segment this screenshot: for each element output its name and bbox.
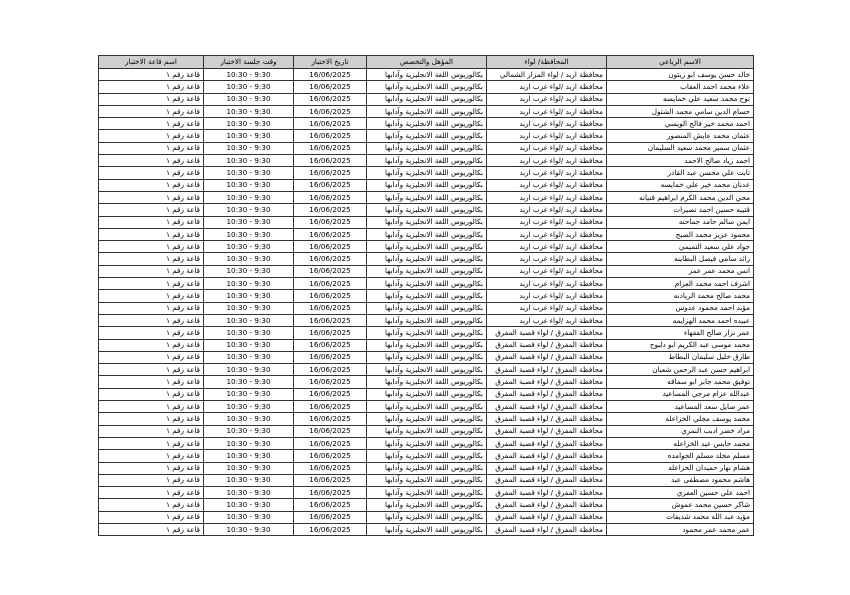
cell-qualification: بكالوريوس اللغة الانجليزية وآدابها <box>367 327 487 339</box>
cell-governorate: محافظة اربد /لواء غرب اربد <box>487 290 607 302</box>
cell-exam-date: 16/06/2025 <box>294 228 367 240</box>
cell-qualification: بكالوريوس اللغة الانجليزية وآدابها <box>367 401 487 413</box>
cell-full-name: مؤيد احمد محمود عدوس <box>607 302 754 314</box>
cell-qualification: بكالوريوس اللغة الانجليزية وآدابها <box>367 499 487 511</box>
table-row <box>99 253 754 265</box>
table-row <box>99 241 754 253</box>
cell-session-time: 9:30 - 10:30 <box>204 376 294 388</box>
cell-session-time: 9:30 - 10:30 <box>204 179 294 191</box>
cell-qualification: بكالوريوس اللغة الانجليزية وآدابها <box>367 191 487 203</box>
cell-session-time: 9:30 - 10:30 <box>204 241 294 253</box>
cell-governorate: محافظة المفرق / لواء قصبة المفرق <box>487 462 607 474</box>
table-row <box>99 327 754 339</box>
cell-full-name: محمد صالح محمد الزيادنه <box>607 290 754 302</box>
cell-session-time: 9:30 - 10:30 <box>204 253 294 265</box>
cell-qualification: بكالوريوس اللغة الانجليزية وآدابها <box>367 179 487 191</box>
cell-governorate: محافظة المفرق / لواء قصبة المفرق <box>487 425 607 437</box>
cell-exam-date: 16/06/2025 <box>294 155 367 167</box>
cell-full-name: مسلم مخلد مسلم الجوامده <box>607 450 754 462</box>
cell-qualification: بكالوريوس اللغة الانجليزية وآدابها <box>367 364 487 376</box>
cell-full-name: طارق خليل سليمان البطاط <box>607 351 754 363</box>
table-row <box>99 81 754 93</box>
header-session-time: وقت جلسة الاختبار <box>204 56 294 69</box>
cell-qualification: بكالوريوس اللغة الانجليزية وآدابها <box>367 105 487 117</box>
table-row <box>99 314 754 326</box>
cell-qualification: بكالوريوس اللغة الانجليزية وآدابها <box>367 314 487 326</box>
cell-hall-name: قاعة رقم ١ <box>99 142 204 154</box>
cell-governorate: محافظة اربد /لواء غرب اربد <box>487 314 607 326</box>
cell-exam-date: 16/06/2025 <box>294 499 367 511</box>
table-row <box>99 364 754 376</box>
cell-hall-name: قاعة رقم ١ <box>99 241 204 253</box>
cell-exam-date: 16/06/2025 <box>294 93 367 105</box>
cell-session-time: 9:30 - 10:30 <box>204 216 294 228</box>
table-row <box>99 155 754 167</box>
cell-exam-date: 16/06/2025 <box>294 376 367 388</box>
cell-hall-name: قاعة رقم ١ <box>99 327 204 339</box>
cell-governorate: محافظة المفرق / لواء قصبة المفرق <box>487 388 607 400</box>
cell-hall-name: قاعة رقم ١ <box>99 339 204 351</box>
cell-session-time: 9:30 - 10:30 <box>204 290 294 302</box>
cell-governorate: محافظة اربد /لواء غرب اربد <box>487 105 607 117</box>
cell-exam-date: 16/06/2025 <box>294 339 367 351</box>
cell-full-name: انس محمد عمر عمر <box>607 265 754 277</box>
cell-governorate: محافظة اربد /لواء غرب اربد <box>487 81 607 93</box>
cell-hall-name: قاعة رقم ١ <box>99 167 204 179</box>
cell-exam-date: 16/06/2025 <box>294 179 367 191</box>
cell-governorate: محافظة المفرق / لواء قصبة المفرق <box>487 339 607 351</box>
header-qualification: المؤهل والتخصص <box>367 56 487 69</box>
cell-qualification: بكالوريوس اللغة الانجليزية وآدابها <box>367 376 487 388</box>
cell-hall-name: قاعة رقم ١ <box>99 278 204 290</box>
cell-hall-name: قاعة رقم ١ <box>99 425 204 437</box>
cell-session-time: 9:30 - 10:30 <box>204 130 294 142</box>
table-body <box>99 69 754 536</box>
cell-hall-name: قاعة رقم ١ <box>99 302 204 314</box>
cell-governorate: محافظة المفرق / لواء قصبة المفرق <box>487 487 607 499</box>
cell-hall-name: قاعة رقم ١ <box>99 130 204 142</box>
cell-exam-date: 16/06/2025 <box>294 401 367 413</box>
table-row <box>99 93 754 105</box>
cell-session-time: 9:30 - 10:30 <box>204 499 294 511</box>
exam-schedule-table <box>98 55 754 536</box>
cell-exam-date: 16/06/2025 <box>294 204 367 216</box>
cell-governorate: محافظة اربد /لواء غرب اربد <box>487 228 607 240</box>
cell-governorate: محافظة اربد /لواء غرب اربد <box>487 302 607 314</box>
table-row <box>99 278 754 290</box>
table-row <box>99 130 754 142</box>
cell-hall-name: قاعة رقم ١ <box>99 265 204 277</box>
cell-qualification: بكالوريوس اللغة الانجليزية وآدابها <box>367 474 487 486</box>
cell-exam-date: 16/06/2025 <box>294 191 367 203</box>
cell-full-name: عدنان محمد خير علي خمايسه <box>607 179 754 191</box>
cell-governorate: محافظة المفرق / لواء قصبة المفرق <box>487 437 607 449</box>
cell-hall-name: قاعة رقم ١ <box>99 191 204 203</box>
cell-full-name: محمد حابس عيد الخزاعله <box>607 437 754 449</box>
cell-hall-name: قاعة رقم ١ <box>99 118 204 130</box>
cell-qualification: بكالوريوس اللغة الانجليزية وآدابها <box>367 351 487 363</box>
table-row <box>99 179 754 191</box>
cell-hall-name: قاعة رقم ١ <box>99 93 204 105</box>
cell-full-name: ايمن سالم حامد جماحنه <box>607 216 754 228</box>
cell-hall-name: قاعة رقم ١ <box>99 401 204 413</box>
table-row <box>99 487 754 499</box>
table-row <box>99 167 754 179</box>
cell-qualification: بكالوريوس اللغة الانجليزية وآدابها <box>367 167 487 179</box>
cell-hall-name: قاعة رقم ١ <box>99 253 204 265</box>
table-row <box>99 69 754 81</box>
cell-governorate: محافظة اربد /لواء غرب اربد <box>487 204 607 216</box>
cell-exam-date: 16/06/2025 <box>294 462 367 474</box>
cell-governorate: محافظة اربد /لواء غرب اربد <box>487 93 607 105</box>
cell-governorate: محافظة المفرق / لواء قصبة المفرق <box>487 364 607 376</box>
table-row <box>99 511 754 523</box>
table-row <box>99 142 754 154</box>
table-row <box>99 425 754 437</box>
cell-exam-date: 16/06/2025 <box>294 265 367 277</box>
cell-session-time: 9:30 - 10:30 <box>204 425 294 437</box>
cell-exam-date: 16/06/2025 <box>294 167 367 179</box>
cell-exam-date: 16/06/2025 <box>294 351 367 363</box>
cell-governorate: محافظة المفرق / لواء قصبة المفرق <box>487 511 607 523</box>
cell-full-name: محمد موسى عبد الكريم ابو دلبوح <box>607 339 754 351</box>
cell-qualification: بكالوريوس اللغة الانجليزية وآدابها <box>367 487 487 499</box>
cell-full-name: عبيده احمد محمد الهزايمه <box>607 314 754 326</box>
cell-governorate: محافظة المفرق / لواء قصبة المفرق <box>487 401 607 413</box>
cell-session-time: 9:30 - 10:30 <box>204 523 294 535</box>
cell-governorate: محافظة اربد /لواء غرب اربد <box>487 216 607 228</box>
cell-hall-name: قاعة رقم ١ <box>99 105 204 117</box>
cell-session-time: 9:30 - 10:30 <box>204 339 294 351</box>
cell-full-name: احمد علي حسين العفري <box>607 487 754 499</box>
cell-qualification: بكالوريوس اللغة الانجليزية وآدابها <box>367 216 487 228</box>
cell-session-time: 9:30 - 10:30 <box>204 204 294 216</box>
cell-governorate: محافظة المفرق / لواء قصبة المفرق <box>487 523 607 535</box>
table-row <box>99 401 754 413</box>
cell-full-name: خالد حسن يوسف ابو زيتون <box>607 69 754 81</box>
cell-exam-date: 16/06/2025 <box>294 437 367 449</box>
cell-exam-date: 16/06/2025 <box>294 314 367 326</box>
cell-full-name: ثابت علي محسن عبد القادر <box>607 167 754 179</box>
cell-exam-date: 16/06/2025 <box>294 81 367 93</box>
cell-governorate: محافظة اربد /لواء غرب اربد <box>487 130 607 142</box>
cell-hall-name: قاعة رقم ١ <box>99 364 204 376</box>
cell-hall-name: قاعة رقم ١ <box>99 511 204 523</box>
cell-qualification: بكالوريوس اللغة الانجليزية وآدابها <box>367 413 487 425</box>
cell-qualification: بكالوريوس اللغة الانجليزية وآدابها <box>367 339 487 351</box>
cell-exam-date: 16/06/2025 <box>294 450 367 462</box>
cell-full-name: عمر صايل سعد المساعيد <box>607 401 754 413</box>
cell-exam-date: 16/06/2025 <box>294 253 367 265</box>
cell-governorate: محافظة اربد /لواء غرب اربد <box>487 155 607 167</box>
cell-session-time: 9:30 - 10:30 <box>204 487 294 499</box>
cell-governorate: محافظة المفرق / لواء قصبة المفرق <box>487 376 607 388</box>
cell-qualification: بكالوريوس اللغة الانجليزية وآدابها <box>367 155 487 167</box>
cell-hall-name: قاعة رقم ١ <box>99 204 204 216</box>
cell-qualification: بكالوريوس اللغة الانجليزية وآدابها <box>367 511 487 523</box>
cell-session-time: 9:30 - 10:30 <box>204 142 294 154</box>
cell-exam-date: 16/06/2025 <box>294 487 367 499</box>
cell-qualification: بكالوريوس اللغة الانجليزية وآدابها <box>367 118 487 130</box>
cell-full-name: قتيبه حسين احمد نصيرات <box>607 204 754 216</box>
cell-session-time: 9:30 - 10:30 <box>204 167 294 179</box>
cell-session-time: 9:30 - 10:30 <box>204 462 294 474</box>
cell-exam-date: 16/06/2025 <box>294 130 367 142</box>
cell-full-name: زائد سامي فيصل البطاينه <box>607 253 754 265</box>
cell-session-time: 9:30 - 10:30 <box>204 364 294 376</box>
cell-governorate: محافظة المفرق / لواء قصبة المفرق <box>487 413 607 425</box>
cell-governorate: محافظة اربد /لواء غرب اربد <box>487 179 607 191</box>
header-hall-name: اسم قاعة الاختبار <box>99 56 204 69</box>
cell-qualification: بكالوريوس اللغة الانجليزية وآدابها <box>367 253 487 265</box>
cell-hall-name: قاعة رقم ١ <box>99 314 204 326</box>
cell-exam-date: 16/06/2025 <box>294 425 367 437</box>
cell-governorate: محافظة المفرق / لواء قصبة المفرق <box>487 499 607 511</box>
cell-exam-date: 16/06/2025 <box>294 302 367 314</box>
cell-qualification: بكالوريوس اللغة الانجليزية وآدابها <box>367 142 487 154</box>
cell-qualification: بكالوريوس اللغة الانجليزية وآدابها <box>367 265 487 277</box>
cell-full-name: هاشم محمود مصطفى عبد <box>607 474 754 486</box>
cell-full-name: احمد محمد خير فالح الويسي <box>607 118 754 130</box>
table-row <box>99 191 754 203</box>
table-row <box>99 413 754 425</box>
table-row <box>99 523 754 535</box>
cell-session-time: 9:30 - 10:30 <box>204 474 294 486</box>
cell-exam-date: 16/06/2025 <box>294 241 367 253</box>
cell-session-time: 9:30 - 10:30 <box>204 511 294 523</box>
cell-exam-date: 16/06/2025 <box>294 142 367 154</box>
cell-full-name: محي الدين محمد الكرم ابراهيم قنيانه <box>607 191 754 203</box>
cell-governorate: محافظة اربد /لواء غرب اربد <box>487 253 607 265</box>
cell-hall-name: قاعة رقم ١ <box>99 351 204 363</box>
cell-qualification: بكالوريوس اللغة الانجليزية وآدابها <box>367 69 487 81</box>
cell-hall-name: قاعة رقم ١ <box>99 388 204 400</box>
cell-qualification: بكالوريوس اللغة الانجليزية وآدابها <box>367 241 487 253</box>
table-row <box>99 228 754 240</box>
table-row <box>99 376 754 388</box>
cell-hall-name: قاعة رقم ١ <box>99 413 204 425</box>
cell-qualification: بكالوريوس اللغة الانجليزية وآدابها <box>367 302 487 314</box>
table-row <box>99 290 754 302</box>
table-row <box>99 437 754 449</box>
cell-governorate: محافظة المفرق / لواء قصبة المفرق <box>487 450 607 462</box>
cell-session-time: 9:30 - 10:30 <box>204 327 294 339</box>
cell-governorate: محافظة المفرق / لواء قصبة المفرق <box>487 474 607 486</box>
cell-exam-date: 16/06/2025 <box>294 105 367 117</box>
cell-governorate: محافظة اربد /لواء غرب اربد <box>487 118 607 130</box>
cell-hall-name: قاعة رقم ١ <box>99 437 204 449</box>
cell-full-name: احمد زياد صالح الاحمد <box>607 155 754 167</box>
cell-qualification: بكالوريوس اللغة الانجليزية وآدابها <box>367 290 487 302</box>
table-row <box>99 339 754 351</box>
cell-full-name: محمد يوسف مجلي الخزاعله <box>607 413 754 425</box>
cell-full-name: حسام الدين سامي محمد الشتول <box>607 105 754 117</box>
cell-full-name: علاء محمد احمد العقاب <box>607 81 754 93</box>
cell-hall-name: قاعة رقم ١ <box>99 499 204 511</box>
cell-exam-date: 16/06/2025 <box>294 413 367 425</box>
cell-hall-name: قاعة رقم ١ <box>99 69 204 81</box>
cell-hall-name: قاعة رقم ١ <box>99 450 204 462</box>
table-row <box>99 474 754 486</box>
cell-full-name: مؤيد عبد الله محمد شديفات <box>607 511 754 523</box>
cell-hall-name: قاعة رقم ١ <box>99 290 204 302</box>
cell-full-name: عثمان محمد عايش المنصور <box>607 130 754 142</box>
cell-session-time: 9:30 - 10:30 <box>204 265 294 277</box>
cell-session-time: 9:30 - 10:30 <box>204 118 294 130</box>
cell-session-time: 9:30 - 10:30 <box>204 413 294 425</box>
cell-qualification: بكالوريوس اللغة الانجليزية وآدابها <box>367 228 487 240</box>
cell-full-name: عمر محمد عمر محمود <box>607 523 754 535</box>
cell-exam-date: 16/06/2025 <box>294 327 367 339</box>
cell-hall-name: قاعة رقم ١ <box>99 228 204 240</box>
header-full-name: الاسم الرباعي <box>607 56 754 69</box>
cell-qualification: بكالوريوس اللغة الانجليزية وآدابها <box>367 388 487 400</box>
cell-governorate: محافظة اربد /لواء غرب اربد <box>487 142 607 154</box>
cell-full-name: عثمان سمير محمد سعيد السليمان <box>607 142 754 154</box>
cell-session-time: 9:30 - 10:30 <box>204 105 294 117</box>
cell-full-name: ابراهيم حسن عبد الرحمن شعبان <box>607 364 754 376</box>
cell-session-time: 9:30 - 10:30 <box>204 81 294 93</box>
cell-session-time: 9:30 - 10:30 <box>204 155 294 167</box>
cell-session-time: 9:30 - 10:30 <box>204 314 294 326</box>
cell-session-time: 9:30 - 10:30 <box>204 351 294 363</box>
table-row <box>99 204 754 216</box>
cell-exam-date: 16/06/2025 <box>294 364 367 376</box>
cell-exam-date: 16/06/2025 <box>294 511 367 523</box>
cell-exam-date: 16/06/2025 <box>294 118 367 130</box>
cell-full-name: مراد خضر اديب النمري <box>607 425 754 437</box>
cell-qualification: بكالوريوس اللغة الانجليزية وآدابها <box>367 462 487 474</box>
header-governorate: المحافظة/ لواء <box>487 56 607 69</box>
cell-session-time: 9:30 - 10:30 <box>204 302 294 314</box>
cell-session-time: 9:30 - 10:30 <box>204 278 294 290</box>
cell-governorate: محافظة اربد / لواء المزار الشمالي <box>487 69 607 81</box>
table-row <box>99 462 754 474</box>
cell-qualification: بكالوريوس اللغة الانجليزية وآدابها <box>367 437 487 449</box>
table-row <box>99 118 754 130</box>
cell-full-name: اشرف احمد محمد العزام <box>607 278 754 290</box>
table-row <box>99 302 754 314</box>
cell-governorate: محافظة اربد /لواء غرب اربد <box>487 241 607 253</box>
cell-hall-name: قاعة رقم ١ <box>99 487 204 499</box>
cell-qualification: بكالوريوس اللغة الانجليزية وآدابها <box>367 523 487 535</box>
cell-governorate: محافظة اربد /لواء غرب اربد <box>487 167 607 179</box>
cell-session-time: 9:30 - 10:30 <box>204 228 294 240</box>
cell-exam-date: 16/06/2025 <box>294 523 367 535</box>
cell-hall-name: قاعة رقم ١ <box>99 523 204 535</box>
table-row <box>99 388 754 400</box>
cell-hall-name: قاعة رقم ١ <box>99 81 204 93</box>
table-row <box>99 105 754 117</box>
cell-hall-name: قاعة رقم ١ <box>99 216 204 228</box>
cell-qualification: بكالوريوس اللغة الانجليزية وآدابها <box>367 450 487 462</box>
cell-exam-date: 16/06/2025 <box>294 388 367 400</box>
cell-session-time: 9:30 - 10:30 <box>204 69 294 81</box>
table-header-row <box>99 56 754 69</box>
cell-session-time: 9:30 - 10:30 <box>204 93 294 105</box>
cell-full-name: توفيق محمد جابر ابو سماقه <box>607 376 754 388</box>
cell-full-name: شاكر حسين محمد عموش <box>607 499 754 511</box>
cell-qualification: بكالوريوس اللغة الانجليزية وآدابها <box>367 81 487 93</box>
cell-session-time: 9:30 - 10:30 <box>204 437 294 449</box>
cell-exam-date: 16/06/2025 <box>294 278 367 290</box>
cell-full-name: عمر نزار صالح الفقهاء <box>607 327 754 339</box>
cell-exam-date: 16/06/2025 <box>294 69 367 81</box>
cell-qualification: بكالوريوس اللغة الانجليزية وآدابها <box>367 425 487 437</box>
cell-qualification: بكالوريوس اللغة الانجليزية وآدابها <box>367 93 487 105</box>
table-row <box>99 216 754 228</box>
cell-hall-name: قاعة رقم ١ <box>99 155 204 167</box>
table-row <box>99 450 754 462</box>
cell-qualification: بكالوريوس اللغة الانجليزية وآدابها <box>367 278 487 290</box>
cell-qualification: بكالوريوس اللغة الانجليزية وآدابها <box>367 204 487 216</box>
cell-full-name: هشام نهار حميدان الخزاعله <box>607 462 754 474</box>
cell-session-time: 9:30 - 10:30 <box>204 450 294 462</box>
cell-full-name: محمود عزيز محمد الصبح <box>607 228 754 240</box>
cell-full-name: نوح محمد سعيد علي خمايسه <box>607 93 754 105</box>
cell-full-name: عبدالله عزام مرجي المساعيد <box>607 388 754 400</box>
cell-governorate: محافظة اربد /لواء غرب اربد <box>487 278 607 290</box>
cell-exam-date: 16/06/2025 <box>294 216 367 228</box>
cell-governorate: محافظة المفرق / لواء قصبة المفرق <box>487 327 607 339</box>
cell-session-time: 9:30 - 10:30 <box>204 401 294 413</box>
table-row <box>99 351 754 363</box>
table-row <box>99 265 754 277</box>
cell-hall-name: قاعة رقم ١ <box>99 376 204 388</box>
cell-full-name: جواد علي سعيد التميمي <box>607 241 754 253</box>
cell-hall-name: قاعة رقم ١ <box>99 474 204 486</box>
cell-governorate: محافظة المفرق / لواء قصبة المفرق <box>487 351 607 363</box>
cell-exam-date: 16/06/2025 <box>294 290 367 302</box>
cell-qualification: بكالوريوس اللغة الانجليزية وآدابها <box>367 130 487 142</box>
cell-hall-name: قاعة رقم ١ <box>99 462 204 474</box>
cell-session-time: 9:30 - 10:30 <box>204 191 294 203</box>
cell-governorate: محافظة اربد /لواء غرب اربد <box>487 191 607 203</box>
cell-governorate: محافظة اربد /لواء غرب اربد <box>487 265 607 277</box>
cell-session-time: 9:30 - 10:30 <box>204 388 294 400</box>
header-exam-date: تاريخ الاختبار <box>294 56 367 69</box>
table-row <box>99 499 754 511</box>
cell-hall-name: قاعة رقم ١ <box>99 179 204 191</box>
cell-exam-date: 16/06/2025 <box>294 474 367 486</box>
